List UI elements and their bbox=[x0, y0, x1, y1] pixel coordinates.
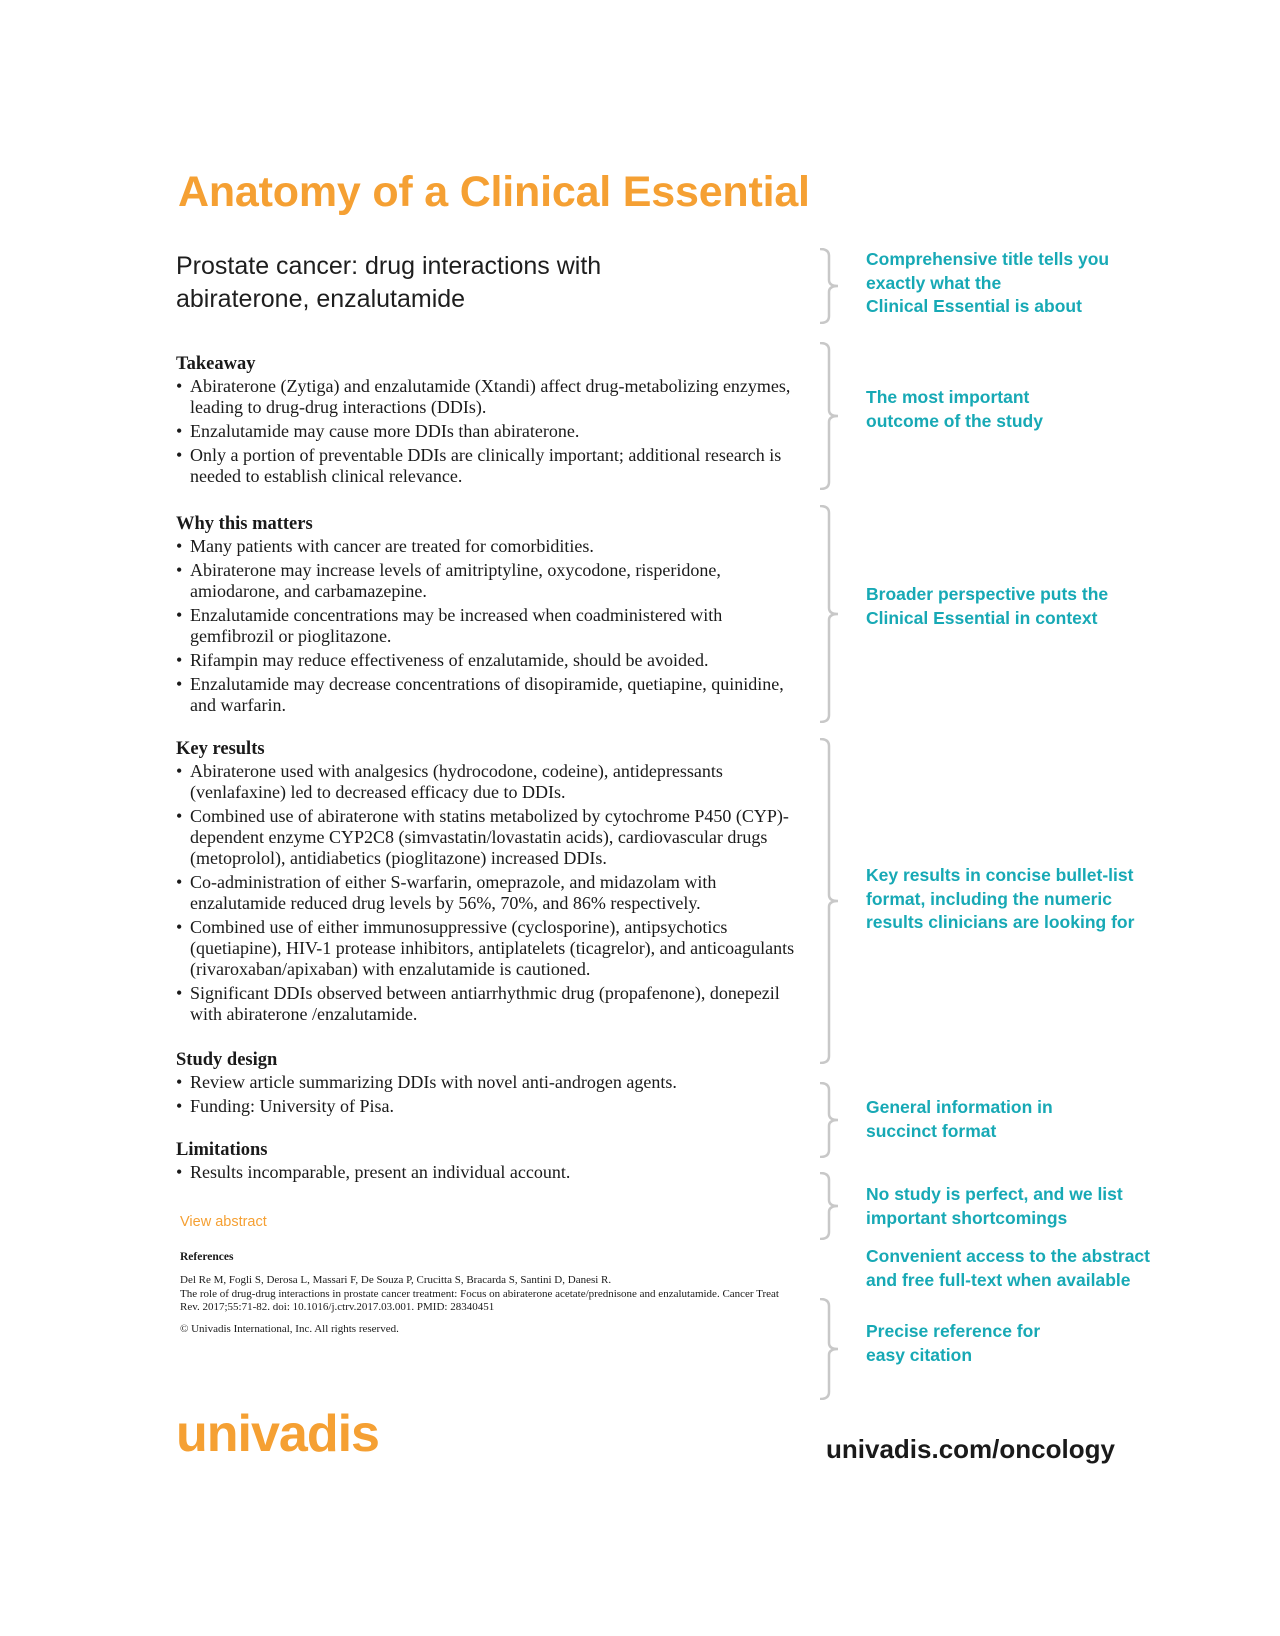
references-authors: Del Re M, Fogli S, Derosa L, Massari F, De Souza P, Crucitta S, Bracarda S, Santini D, Danesi R. bbox=[180, 1274, 612, 1286]
list-item: • Co-administration of either S-warfarin, omeprazole, and midazolam with enzalutamide reduced drug levels by 56%, 70%, and 86% respectively. bbox=[176, 872, 796, 914]
list-item: • Rifampin may reduce effectiveness of enzalutamide, should be avoided. bbox=[176, 650, 796, 671]
page-title: Anatomy of a Clinical Essential bbox=[178, 168, 810, 216]
article-title-line-2: abiraterone, enzalutamide bbox=[176, 285, 466, 313]
annotation-line: important shortcomings bbox=[866, 1207, 1068, 1228]
section-heading: Study design bbox=[176, 1050, 278, 1070]
brace-takeaway bbox=[818, 342, 842, 490]
annotation-takeaway bbox=[866, 386, 1196, 433]
why-matters-section bbox=[176, 513, 796, 716]
limitations-section bbox=[176, 1139, 796, 1183]
annotation-why-matters bbox=[866, 583, 1196, 630]
site-url: univadis.com/oncology bbox=[826, 1434, 1115, 1464]
list-item: • Combined use of abiraterone with statins metabolized by cytochrome P450 (CYP)-dependent enzyme CYP2C8 (simvastatin/lovastatin acids), cardiovascular drugs (metoprolol), antidiabetics (pioglitazone) increased DDIs. bbox=[176, 806, 796, 869]
annotation-line: Clinical Essential in context bbox=[866, 607, 1098, 628]
annotation-line: succinct format bbox=[866, 1120, 997, 1141]
takeaway-list bbox=[176, 376, 796, 487]
annotation-line: outcome of the study bbox=[866, 410, 1043, 431]
list-item: • Significant DDIs observed between antiarrhythmic drug (propafenone), donepezil with abiraterone /enzalutamide. bbox=[176, 983, 796, 1025]
annotation-line: easy citation bbox=[866, 1344, 973, 1365]
list-item: • Funding: University of Pisa. bbox=[176, 1096, 796, 1117]
list-item: • Combined use of either immunosuppressive (cyclosporine), antipsychotics (quetiapine), HIV-1 protease inhibitors, antiplatelets (ticagrelor), and anticoagulants (rivaroxaban/apixaban) with enzalutamide is cautioned. bbox=[176, 917, 796, 980]
brace-title bbox=[818, 248, 842, 324]
annotation-limitations bbox=[866, 1183, 1196, 1230]
key-results-list bbox=[176, 761, 796, 1025]
annotation-line: Clinical Essential is about bbox=[866, 296, 1082, 316]
list-item: • Enzalutamide may decrease concentrations of disopiramide, quetiapine, quinidine, and warfarin. bbox=[176, 674, 796, 716]
annotation-key-results bbox=[866, 864, 1196, 935]
list-item: • Review article summarizing DDIs with novel anti-androgen agents. bbox=[176, 1072, 796, 1093]
annotation-references bbox=[866, 1320, 1196, 1367]
annotation-study-design bbox=[866, 1096, 1196, 1143]
list-item: • Abiraterone may increase levels of amitriptyline, oxycodone, risperidone, amiodarone, and carbamazepine. bbox=[176, 560, 796, 602]
annotation-line: General information in bbox=[866, 1097, 1053, 1117]
annotation-line: Precise reference for bbox=[866, 1321, 1041, 1341]
key-results-section bbox=[176, 738, 796, 1025]
section-heading: Limitations bbox=[176, 1140, 268, 1160]
annotation-line: The most important bbox=[866, 387, 1030, 407]
references-heading: References bbox=[180, 1251, 234, 1263]
annotation-line: exactly what the bbox=[866, 272, 1002, 293]
annotation-line: Key results in concise bullet-list bbox=[866, 865, 1134, 885]
limitations-list bbox=[176, 1162, 796, 1183]
copyright-notice: © Univadis International, Inc. All rights reserved. bbox=[180, 1322, 399, 1335]
why-matters-list bbox=[176, 536, 796, 716]
list-item: • Abiraterone (Zytiga) and enzalutamide (Xtandi) affect drug-metabolizing enzymes, leading to drug-drug interactions (DDIs). bbox=[176, 376, 796, 418]
section-heading: Key results bbox=[176, 739, 265, 759]
list-item: • Abiraterone used with analgesics (hydrocodone, codeine), antidepressants (venlafaxine) led to decreased efficacy due to DDIs. bbox=[176, 761, 796, 803]
univadis-logo: univadis bbox=[176, 1405, 379, 1463]
annotation-line: Comprehensive title tells you bbox=[866, 249, 1110, 269]
annotation-title bbox=[866, 248, 1196, 319]
article-title bbox=[176, 250, 796, 316]
brace-limitations bbox=[818, 1172, 842, 1240]
study-design-section bbox=[176, 1049, 796, 1117]
list-item: • Enzalutamide may cause more DDIs than abiraterone. bbox=[176, 421, 796, 442]
brace-key-results bbox=[818, 738, 842, 1064]
list-item: • Many patients with cancer are treated for comorbidities. bbox=[176, 536, 796, 557]
takeaway-section bbox=[176, 353, 796, 487]
annotation-line: results clinicians are looking for bbox=[866, 912, 1135, 932]
section-heading: Why this matters bbox=[176, 514, 313, 534]
list-item: • Only a portion of preventable DDIs are clinically important; additional research is needed to establish clinical relevance. bbox=[176, 445, 796, 487]
annotation-line: No study is perfect, and we list bbox=[866, 1184, 1123, 1204]
article-title-line-1: Prostate cancer: drug interactions with bbox=[176, 252, 602, 280]
list-item: • Results incomparable, present an individual account. bbox=[176, 1162, 796, 1183]
brace-references bbox=[818, 1298, 842, 1400]
clinical-essential-article bbox=[176, 250, 796, 1336]
annotation-line: format, including the numeric bbox=[866, 888, 1112, 909]
annotation-abstract bbox=[866, 1245, 1196, 1292]
list-item: • Enzalutamide concentrations may be increased when coadministered with gemfibrozil or pioglitazone. bbox=[176, 605, 796, 647]
study-design-list bbox=[176, 1072, 796, 1117]
annotation-line: Convenient access to the abstract bbox=[866, 1246, 1150, 1266]
brace-study-design bbox=[818, 1082, 842, 1158]
references-block bbox=[176, 1251, 796, 1336]
view-abstract-link[interactable]: View abstract bbox=[180, 1214, 267, 1230]
references-citation: The role of drug-drug interactions in prostate cancer treatment: Focus on abiraterone acetate/prednisone and enzalutamide. Cancer Treat Rev. 2017;55:71-82. doi: 10.1016/j.ctrv.2017.03.001. PMID: 28340451 bbox=[180, 1287, 779, 1313]
section-heading: Takeaway bbox=[176, 354, 256, 374]
annotation-line: Broader perspective puts the bbox=[866, 584, 1109, 604]
annotation-line: and free full-text when available bbox=[866, 1269, 1131, 1290]
brace-why-matters bbox=[818, 505, 842, 723]
